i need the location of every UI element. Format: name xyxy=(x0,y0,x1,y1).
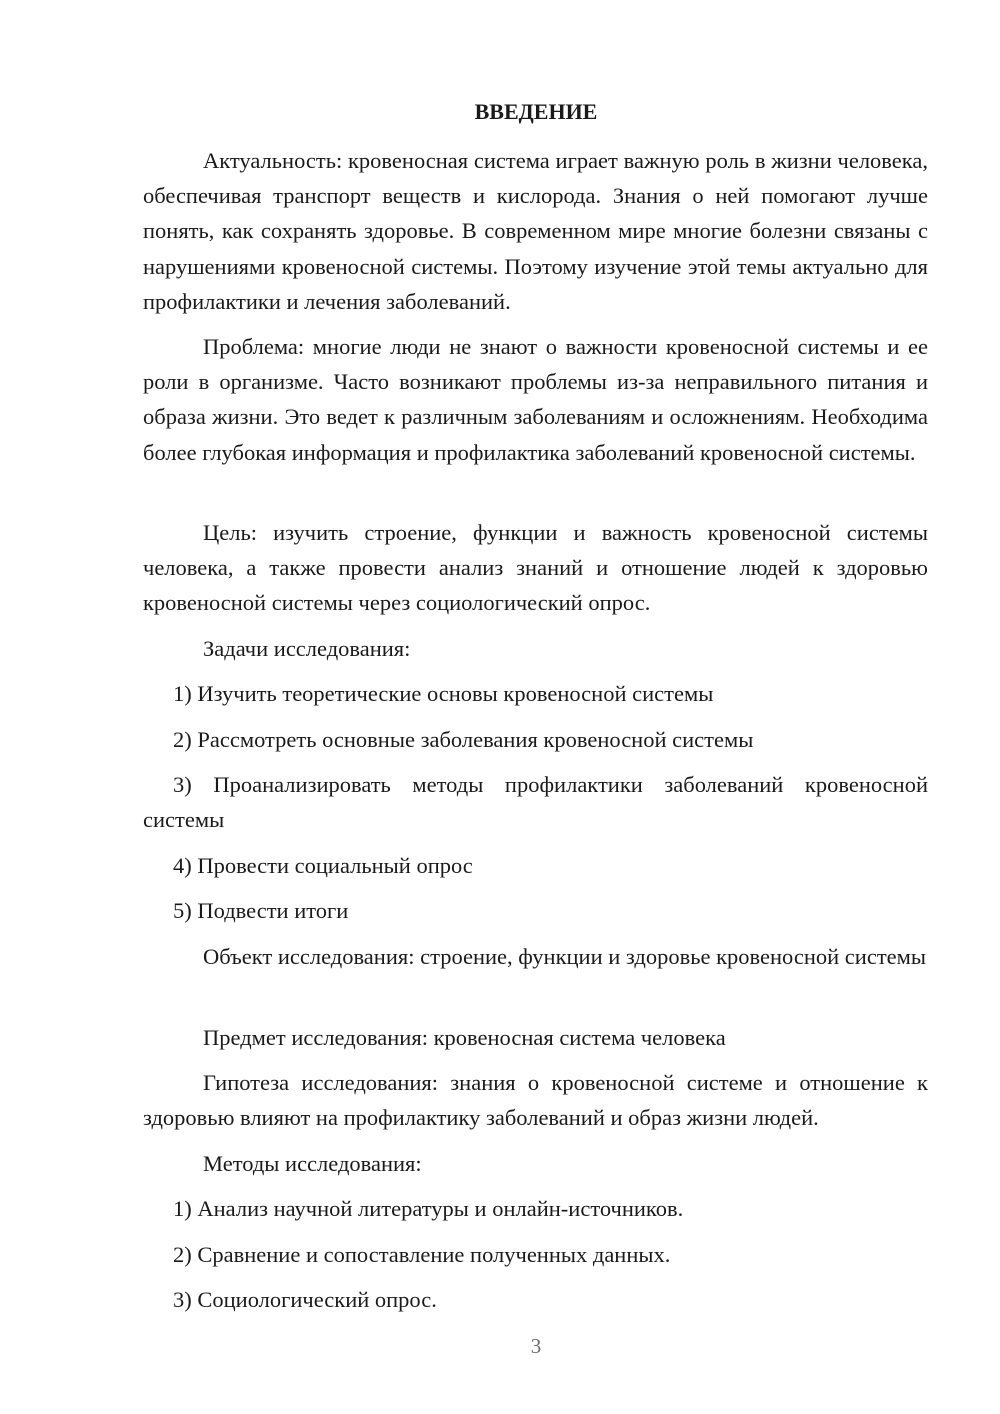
method-item: 2) Сравнение и сопоставление полученных данных. xyxy=(173,1242,671,1267)
subject-paragraph: Предмет исследования: кровеносная система человека xyxy=(203,1025,726,1050)
task-item: 4) Провести социальный опрос xyxy=(173,853,473,878)
hypothesis-paragraph: Гипотеза исследования: знания о кровеносной системе и отношение к здоровью влияют на профилактику заболеваний и образ жизни людей. xyxy=(143,1070,928,1131)
method-item: 3) Социологический опрос. xyxy=(173,1287,437,1312)
page-title: ВВЕДЕНИЕ xyxy=(474,99,598,124)
methods-heading: Методы исследования: xyxy=(203,1151,422,1176)
problem-paragraph: Проблема: многие люди не знают о важности кровеносной системы и ее роли в организме. Часто возникают проблемы из-за неправильного питания и образа жизни. Это ведет к различным заболеваниям и осложнениям. Необходима более глубокая информация и профилактика заболеваний кровеносной системы. xyxy=(143,334,928,465)
page-number: 3 xyxy=(530,1334,542,1358)
relevance-paragraph: Актуальность: кровеносная система играет важную роль в жизни человека, обеспечивая транспорт веществ и кислорода. Знания о ней помогают лучше понять, как сохранять здоровье. В современном мире многие болезни связаны с нарушениями кровеносной системы. Поэтому изучение этой темы актуально для профилактики и лечения заболеваний. xyxy=(143,148,928,314)
goal-paragraph: Цель: изучить строение, функции и важность кровеносной системы человека, а также провести анализ знаний и отношение людей к здоровью кровеносной системы через социологический опрос. xyxy=(143,520,928,616)
task-item: 5) Подвести итоги xyxy=(173,898,349,923)
method-item: 1) Анализ научной литературы и онлайн-источников. xyxy=(173,1196,684,1221)
task-item: 3) Проанализировать методы профилактики заболеваний кровеносной системы xyxy=(143,772,928,833)
task-item: 2) Рассмотреть основные заболевания кровеносной системы xyxy=(173,727,754,752)
tasks-heading: Задачи исследования: xyxy=(203,636,411,661)
object-paragraph: Объект исследования: строение, функции и здоровье кровеносной системы xyxy=(203,944,926,969)
task-item: 1) Изучить теоретические основы кровеносной системы xyxy=(173,681,714,706)
